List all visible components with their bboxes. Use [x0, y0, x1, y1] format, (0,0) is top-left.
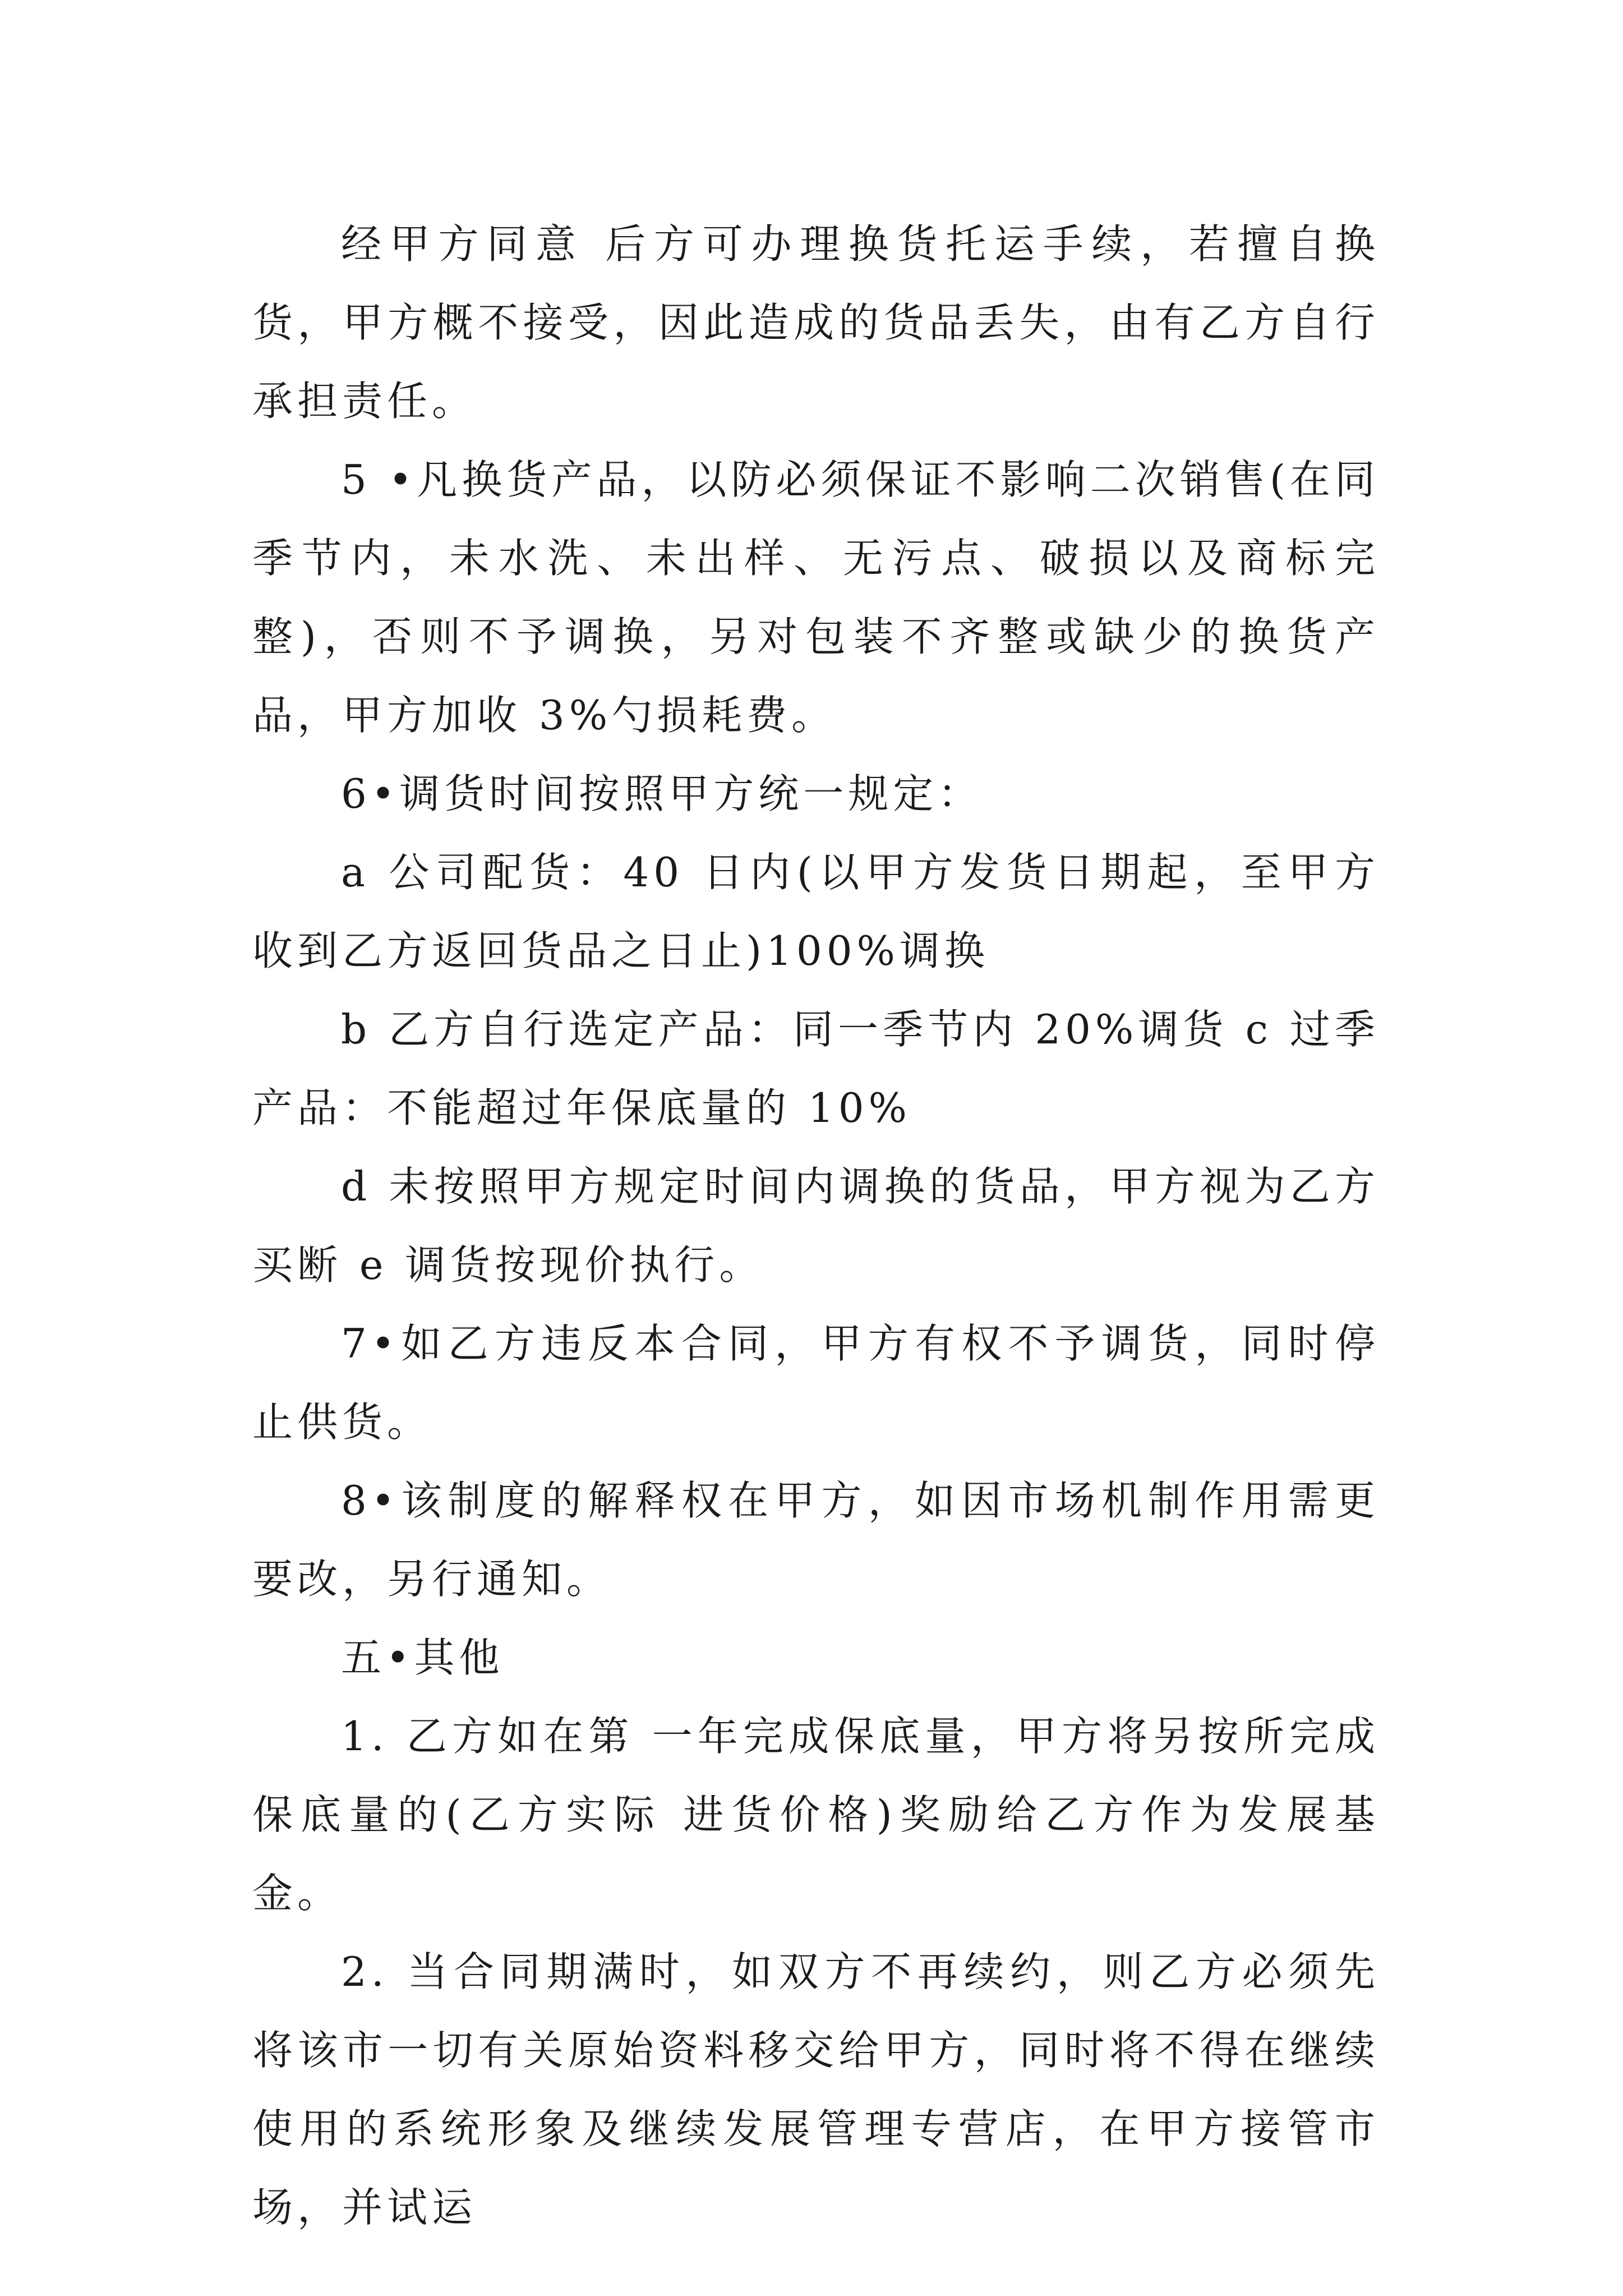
document-body	[252, 205, 1380, 2247]
paragraph-item-5: 5 •凡换货产品，以防必须保证不影响二次销售(在同季节内，未水洗、未出样、无污点、破损以及商标完整)，否则不予调换，另对包装不齐整或缺少的换货产品，甲方加收 3%勺损耗费。	[252, 456, 1380, 739]
paragraph-other-2: 2. 当合同期满时，如双方不再续约，则乙方必须先将该市一切有关原始资料移交给甲方，同时将不得在继续使用的系统形象及继续发展管理专营店，在甲方接管市场，并试运	[252, 1948, 1380, 2231]
section-heading-other: 五•其他	[341, 1634, 504, 1681]
paragraph-other-1: 1. 乙方如在第 一年完成保底量，甲方将另按所完成保底量的(乙方实际 进货价格)奖励给乙方作为发展基金。	[252, 1713, 1380, 1917]
paragraph-item-6a: a 公司配货：40 日内(以甲方发货日期起，至甲方收到乙方返回货品之日止)100%调换	[252, 849, 1380, 974]
paragraph-item-6: 6•调货时间按照甲方统一规定：	[341, 770, 983, 817]
paragraph-item-6bc: b 乙方自行选定产品：同一季节内 20%调货 c 过季产品：不能超过年保底量的 10%	[252, 1006, 1380, 1131]
paragraph-item-6de: d 未按照甲方规定时间内调换的货品，甲方视为乙方买断 e 调货按现价执行。	[252, 1163, 1380, 1289]
paragraph-exchange-consent: 经甲方同意 后方可办理换货托运手续，若擅自换货，甲方概不接受，因此造成的货品丢失，由有乙方自行承担责任。	[252, 220, 1380, 425]
paragraph-item-8: 8•该制度的解释权在甲方，如因市场机制作用需更要改，另行通知。	[252, 1477, 1380, 1603]
paragraph-item-7: 7•如乙方违反本合同，甲方有权不予调货，同时停止供货。	[252, 1320, 1380, 1446]
